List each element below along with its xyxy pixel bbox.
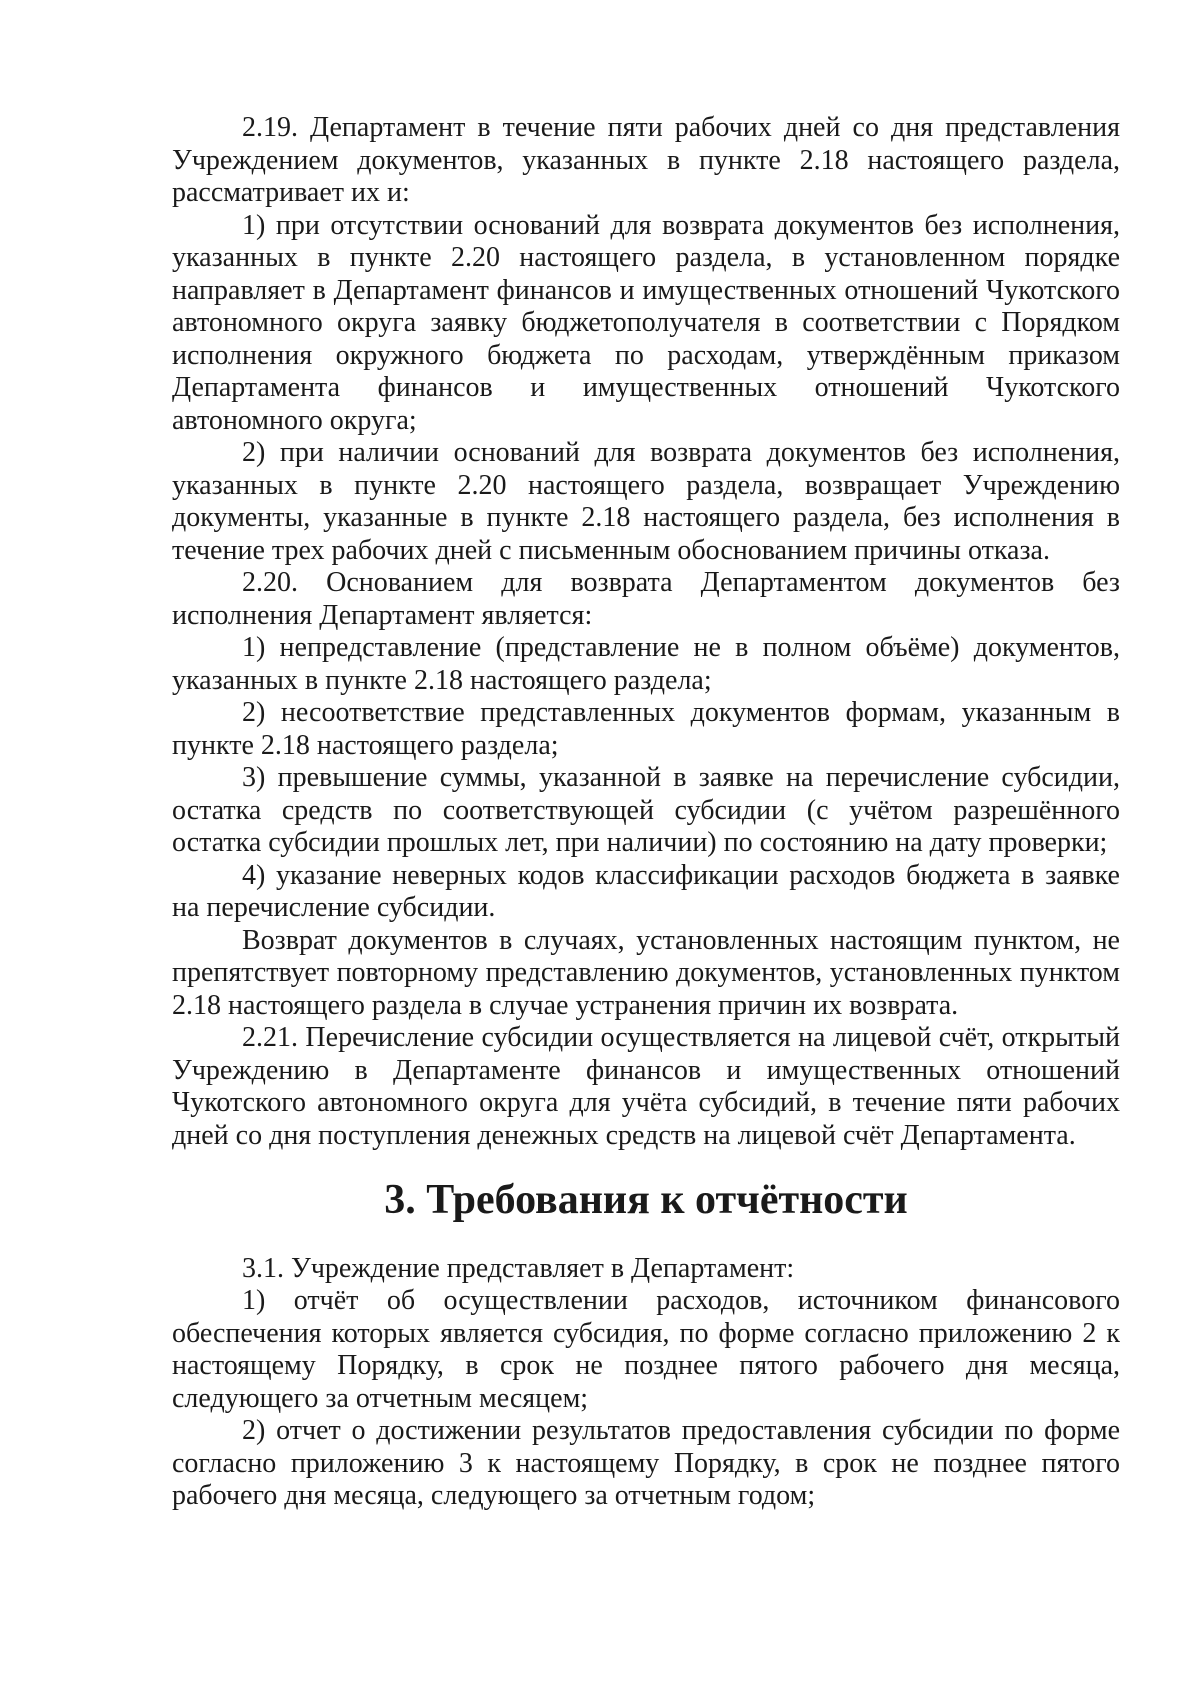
paragraph-2-19: 2.19. Департамент в течение пяти рабочих дней со дня представления Учреждением документов, указанных в пункте 2.18 настоящего раздела, рассматривает их и:: [172, 112, 1120, 208]
paragraph-2-20-item-1: 1) непредставление (представление не в полном объёме) документов, указанных в пункте 2.18 настоящего раздела;: [172, 632, 1120, 696]
paragraph-2-19-item-2: 2) при наличии оснований для возврата документов без исполнения, указанных в пункте 2.20 настоящего раздела, возвращает Учреждению документы, указанные в пункте 2.18 настоящего раздела, без исполнения в течение трех рабочих дней с письменным обоснованием причины отказа.: [172, 437, 1120, 566]
paragraph-2-20-item-4: 4) указание неверных кодов классификации расходов бюджета в заявке на перечисление субсидии.: [172, 859, 1120, 923]
paragraph-2-20-return-note: Возврат документов в случаях, установленных настоящим пунктом, не препятствует повторному представлению документов, установленных пунктом 2.18 настоящего раздела в случае устранения причин их возврата.: [172, 924, 1120, 1021]
paragraph-3-1-item-1: 1) отчёт об осуществлении расходов, источником финансового обеспечения которых является субсидия, по форме согласно приложению 2 к настоящему Порядку, в срок не позднее пятого рабочего дня месяца, следующего за отчетным месяцем;: [172, 1285, 1120, 1414]
section-3-heading: 3. Требования к отчётности: [384, 1177, 908, 1223]
document-page: [172, 112, 1120, 1513]
paragraph-2-21: 2.21. Перечисление субсидии осуществляется на лицевой счёт, открытый Учреждению в Департаменте финансов и имущественных отношений Чукотского автономного округа для учёта субсидий, в течение пяти рабочих дней со дня поступления денежных средств на лицевой счёт Департамента.: [172, 1022, 1120, 1151]
paragraph-2-19-item-1: 1) при отсутствии оснований для возврата документов без исполнения, указанных в пункте 2.20 настоящего раздела, в установленном порядке направляет в Департамент финансов и имущественных отношений Чукотского автономного округа заявку бюджетополучателя в соответствии с Порядком исполнения окружного бюджета по расходам, утверждённым приказом Департамента финансов и имущественных отношений Чукотского автономного округа;: [172, 209, 1120, 436]
paragraph-2-20-item-2: 2) несоответствие представленных документов формам, указанным в пункте 2.18 настоящего раздела;: [172, 697, 1120, 761]
paragraph-2-20: 2.20. Основанием для возврата Департаментом документов без исполнения Департамент является:: [172, 567, 1120, 631]
paragraph-3-1: 3.1. Учреждение представляет в Департамент:: [242, 1252, 795, 1284]
paragraph-3-1-item-2: 2) отчет о достижении результатов предоставления субсидии по форме согласно приложению 3 к настоящему Порядку, в срок не позднее пятого рабочего дня месяца, следующего за отчетным годом;: [172, 1415, 1120, 1511]
paragraph-2-20-item-3: 3) превышение суммы, указанной в заявке на перечисление субсидии, остатка средств по соответствующей субсидии (с учётом разрешённого остатка субсидии прошлых лет, при наличии) по состоянию на дату проверки;: [172, 762, 1120, 858]
